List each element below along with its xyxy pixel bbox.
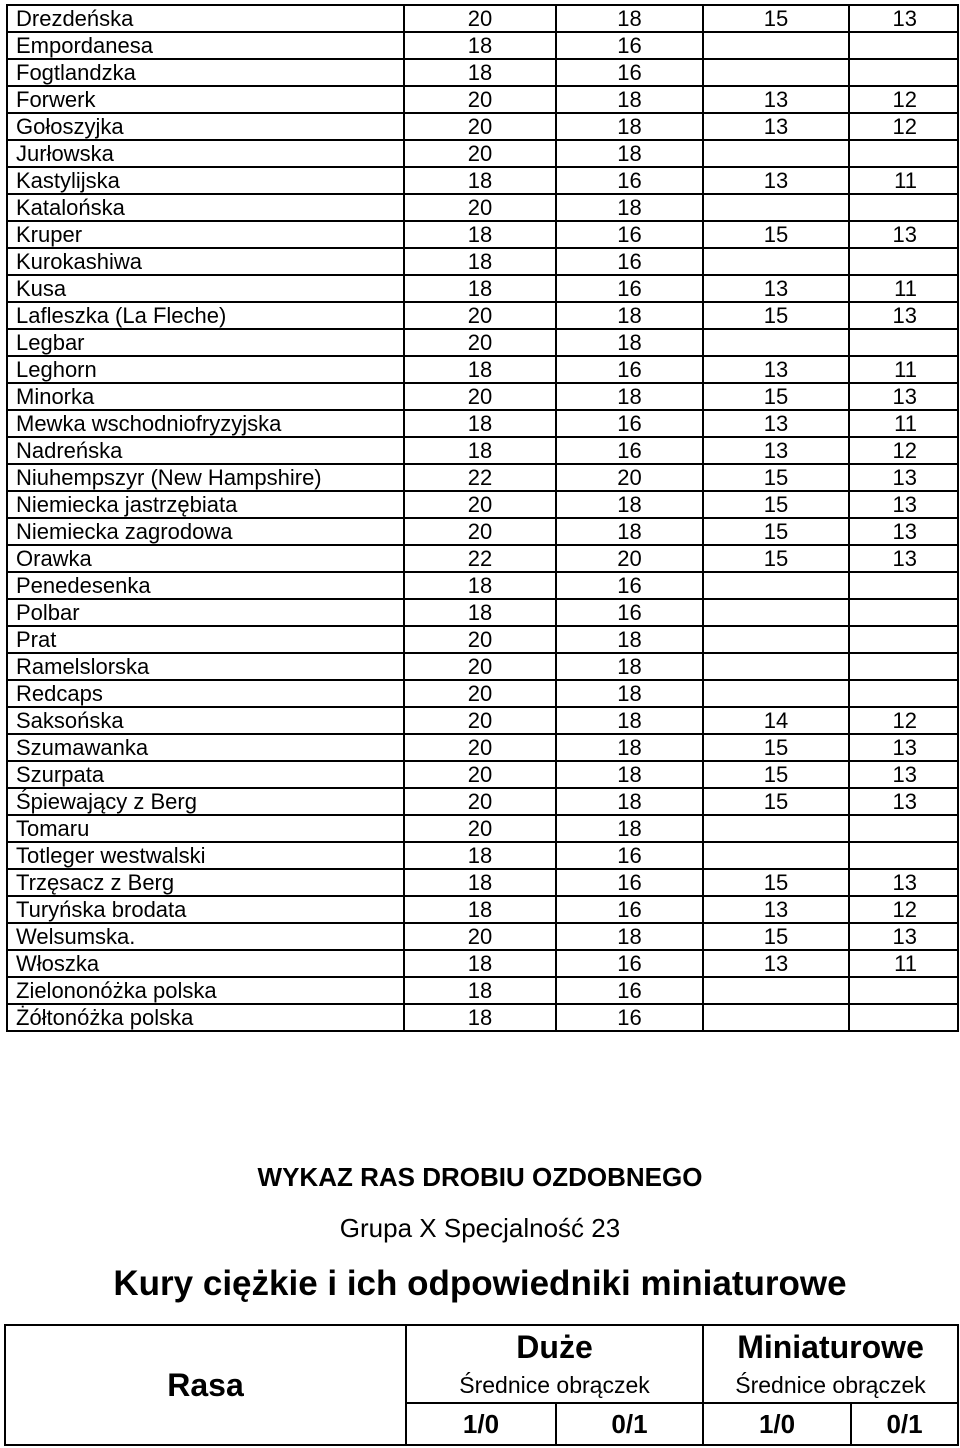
breed-name: Lafleszka (La Fleche) bbox=[7, 302, 404, 329]
ring-mini-male-cell: 13 bbox=[703, 86, 849, 113]
ring-mini-female-cell bbox=[849, 842, 958, 869]
ring-size-large-male: 1/0 bbox=[406, 1403, 556, 1445]
table-row bbox=[7, 977, 958, 1004]
ring-mini-female-cell: 12 bbox=[849, 437, 958, 464]
breed-name: Jurłowska bbox=[7, 140, 404, 167]
ring-mini-female-cell: 13 bbox=[849, 221, 958, 248]
ring-mini-male-cell bbox=[703, 626, 849, 653]
ring-large-male-cell: 20 bbox=[404, 707, 556, 734]
ring-diameter-label-miniature: Średnice obrączek bbox=[703, 1368, 958, 1403]
breed-name: Szumawanka bbox=[7, 734, 404, 761]
table-row bbox=[7, 1004, 958, 1031]
breed-name: Fogtlandzka bbox=[7, 59, 404, 86]
ring-mini-male-cell bbox=[703, 842, 849, 869]
ring-mini-male-cell bbox=[703, 194, 849, 221]
ring-mini-female-cell: 12 bbox=[849, 86, 958, 113]
table-row bbox=[7, 599, 958, 626]
ring-size-mini-male: 1/0 bbox=[703, 1403, 851, 1445]
breed-name: Redcaps bbox=[7, 680, 404, 707]
header-rasa: Rasa bbox=[5, 1325, 406, 1445]
table-row bbox=[7, 302, 958, 329]
table-row bbox=[7, 950, 958, 977]
ring-mini-female-cell: 12 bbox=[849, 113, 958, 140]
ring-large-female-cell: 16 bbox=[556, 167, 703, 194]
ring-mini-male-cell bbox=[703, 572, 849, 599]
ring-large-female-cell: 16 bbox=[556, 437, 703, 464]
ring-mini-male-cell: 13 bbox=[703, 275, 849, 302]
ring-mini-male-cell: 15 bbox=[703, 221, 849, 248]
ring-large-male-cell: 22 bbox=[404, 545, 556, 572]
breed-name: Orawka bbox=[7, 545, 404, 572]
ring-large-female-cell: 16 bbox=[556, 977, 703, 1004]
table-row bbox=[7, 32, 958, 59]
ring-large-male-cell: 18 bbox=[404, 32, 556, 59]
ring-mini-female-cell: 11 bbox=[849, 950, 958, 977]
ring-large-male-cell: 20 bbox=[404, 5, 556, 32]
ring-large-female-cell: 16 bbox=[556, 869, 703, 896]
ring-mini-male-cell bbox=[703, 140, 849, 167]
ring-large-male-cell: 18 bbox=[404, 59, 556, 86]
list-heading: WYKAZ RAS DROBIU OZDOBNEGO bbox=[257, 1162, 703, 1192]
ring-mini-male-cell bbox=[703, 248, 849, 275]
ring-large-male-cell: 20 bbox=[404, 923, 556, 950]
ring-large-female-cell: 18 bbox=[556, 86, 703, 113]
ring-large-male-cell: 20 bbox=[404, 734, 556, 761]
ring-large-female-cell: 18 bbox=[556, 680, 703, 707]
ring-large-male-cell: 20 bbox=[404, 140, 556, 167]
ring-large-female-cell: 18 bbox=[556, 788, 703, 815]
breed-name: Śpiewający z Berg bbox=[7, 788, 404, 815]
breed-name: Ramelslorska bbox=[7, 653, 404, 680]
ring-mini-male-cell bbox=[703, 32, 849, 59]
breed-name: Trzęsacz z Berg bbox=[7, 869, 404, 896]
ring-large-female-cell: 18 bbox=[556, 518, 703, 545]
ring-large-female-cell: 16 bbox=[556, 221, 703, 248]
ring-large-male-cell: 18 bbox=[404, 977, 556, 1004]
ring-mini-male-cell bbox=[703, 653, 849, 680]
table-row bbox=[7, 140, 958, 167]
ring-large-female-cell: 18 bbox=[556, 5, 703, 32]
breed-name: Empordanesa bbox=[7, 32, 404, 59]
breed-name: Niemiecka jastrzębiata bbox=[7, 491, 404, 518]
ring-large-female-cell: 16 bbox=[556, 32, 703, 59]
table-row bbox=[7, 383, 958, 410]
breed-name: Katalońska bbox=[7, 194, 404, 221]
ring-mini-male-cell bbox=[703, 599, 849, 626]
ring-large-female-cell: 16 bbox=[556, 410, 703, 437]
breeds-table-body bbox=[7, 5, 958, 1031]
ring-large-male-cell: 20 bbox=[404, 788, 556, 815]
ring-large-female-cell: 18 bbox=[556, 734, 703, 761]
breed-name: Zielononóżka polska bbox=[7, 977, 404, 1004]
table-row bbox=[7, 653, 958, 680]
breed-name: Turyńska brodata bbox=[7, 896, 404, 923]
ring-mini-female-cell bbox=[849, 653, 958, 680]
ring-mini-female-cell bbox=[849, 626, 958, 653]
ring-mini-male-cell: 13 bbox=[703, 167, 849, 194]
ring-size-large-female: 0/1 bbox=[556, 1403, 703, 1445]
ring-large-male-cell: 18 bbox=[404, 869, 556, 896]
ring-large-male-cell: 18 bbox=[404, 356, 556, 383]
ring-mini-female-cell bbox=[849, 32, 958, 59]
ring-mini-female-cell: 13 bbox=[849, 518, 958, 545]
breed-name: Niuhempszyr (New Hampshire) bbox=[7, 464, 404, 491]
ring-large-female-cell: 18 bbox=[556, 923, 703, 950]
ring-mini-male-cell: 15 bbox=[703, 383, 849, 410]
ring-large-male-cell: 20 bbox=[404, 86, 556, 113]
ring-mini-female-cell bbox=[849, 599, 958, 626]
breed-name: Włoszka bbox=[7, 950, 404, 977]
ring-large-female-cell: 16 bbox=[556, 572, 703, 599]
table-row bbox=[7, 761, 958, 788]
ring-large-male-cell: 18 bbox=[404, 842, 556, 869]
ring-mini-female-cell: 11 bbox=[849, 410, 958, 437]
ring-mini-female-cell bbox=[849, 140, 958, 167]
ring-size-mini-female: 0/1 bbox=[851, 1403, 958, 1445]
ring-large-female-cell: 16 bbox=[556, 248, 703, 275]
ring-mini-male-cell bbox=[703, 680, 849, 707]
ring-large-male-cell: 18 bbox=[404, 896, 556, 923]
ring-large-male-cell: 20 bbox=[404, 815, 556, 842]
ring-mini-female-cell: 13 bbox=[849, 545, 958, 572]
breed-name: Legbar bbox=[7, 329, 404, 356]
ring-large-male-cell: 20 bbox=[404, 383, 556, 410]
ring-mini-male-cell: 15 bbox=[703, 491, 849, 518]
table-row bbox=[7, 113, 958, 140]
table-row bbox=[7, 410, 958, 437]
ring-large-male-cell: 18 bbox=[404, 248, 556, 275]
breed-name: Kusa bbox=[7, 275, 404, 302]
ring-large-male-cell: 20 bbox=[404, 626, 556, 653]
ring-mini-female-cell bbox=[849, 194, 958, 221]
header-large: Duże bbox=[406, 1325, 703, 1368]
ring-mini-female-cell: 13 bbox=[849, 383, 958, 410]
ring-mini-male-cell: 15 bbox=[703, 545, 849, 572]
ring-mini-male-cell: 13 bbox=[703, 356, 849, 383]
ring-large-female-cell: 16 bbox=[556, 599, 703, 626]
table-row bbox=[7, 734, 958, 761]
ring-large-male-cell: 18 bbox=[404, 1004, 556, 1031]
ring-diameter-label-large: Średnice obrączek bbox=[406, 1368, 703, 1403]
breed-name: Forwerk bbox=[7, 86, 404, 113]
table-row bbox=[7, 842, 958, 869]
breed-name: Mewka wschodniofryzyjska bbox=[7, 410, 404, 437]
ring-large-female-cell: 18 bbox=[556, 383, 703, 410]
ring-mini-female-cell: 11 bbox=[849, 167, 958, 194]
column-header-table bbox=[4, 1324, 959, 1446]
breed-name: Penedesenka bbox=[7, 572, 404, 599]
ring-large-female-cell: 16 bbox=[556, 896, 703, 923]
table-row bbox=[7, 788, 958, 815]
ring-mini-male-cell bbox=[703, 1004, 849, 1031]
ring-large-female-cell: 16 bbox=[556, 356, 703, 383]
ring-mini-female-cell bbox=[849, 815, 958, 842]
ring-mini-female-cell: 13 bbox=[849, 788, 958, 815]
table-row bbox=[7, 545, 958, 572]
ring-large-female-cell: 16 bbox=[556, 950, 703, 977]
ring-mini-female-cell: 13 bbox=[849, 869, 958, 896]
breed-name: Gołoszyjka bbox=[7, 113, 404, 140]
ring-large-male-cell: 20 bbox=[404, 680, 556, 707]
ring-mini-female-cell: 11 bbox=[849, 275, 958, 302]
group-subheading: Grupa X Specjalność 23 bbox=[339, 1213, 621, 1243]
table-row bbox=[7, 707, 958, 734]
breed-name: Minorka bbox=[7, 383, 404, 410]
ring-mini-male-cell: 15 bbox=[703, 788, 849, 815]
ring-large-male-cell: 20 bbox=[404, 491, 556, 518]
page-title: Kury ciężkie i ich odpowiedniki miniaturowe bbox=[113, 1264, 847, 1303]
table-row bbox=[7, 869, 958, 896]
ring-large-male-cell: 18 bbox=[404, 437, 556, 464]
table-row bbox=[7, 194, 958, 221]
breed-name: Niemiecka zagrodowa bbox=[7, 518, 404, 545]
breed-name: Welsumska. bbox=[7, 923, 404, 950]
ring-large-female-cell: 20 bbox=[556, 464, 703, 491]
ring-large-female-cell: 18 bbox=[556, 302, 703, 329]
table-row bbox=[7, 896, 958, 923]
ring-large-male-cell: 20 bbox=[404, 302, 556, 329]
breed-name: Tomaru bbox=[7, 815, 404, 842]
ring-mini-male-cell: 14 bbox=[703, 707, 849, 734]
ring-mini-male-cell: 15 bbox=[703, 518, 849, 545]
ring-mini-male-cell bbox=[703, 329, 849, 356]
ring-large-male-cell: 20 bbox=[404, 194, 556, 221]
table-row bbox=[7, 221, 958, 248]
ring-large-male-cell: 18 bbox=[404, 599, 556, 626]
ring-large-female-cell: 18 bbox=[556, 329, 703, 356]
ring-mini-male-cell: 13 bbox=[703, 410, 849, 437]
breed-name: Drezdeńska bbox=[7, 5, 404, 32]
breed-name: Prat bbox=[7, 626, 404, 653]
ring-large-male-cell: 18 bbox=[404, 167, 556, 194]
table-row bbox=[7, 626, 958, 653]
ring-large-male-cell: 18 bbox=[404, 410, 556, 437]
ring-mini-male-cell: 13 bbox=[703, 950, 849, 977]
ring-mini-male-cell: 15 bbox=[703, 869, 849, 896]
ring-large-male-cell: 20 bbox=[404, 761, 556, 788]
ring-large-female-cell: 18 bbox=[556, 707, 703, 734]
ring-large-male-cell: 18 bbox=[404, 275, 556, 302]
ring-mini-female-cell: 13 bbox=[849, 464, 958, 491]
ring-mini-female-cell: 11 bbox=[849, 356, 958, 383]
ring-large-female-cell: 18 bbox=[556, 194, 703, 221]
ring-mini-male-cell: 15 bbox=[703, 761, 849, 788]
ring-large-female-cell: 18 bbox=[556, 653, 703, 680]
ring-large-female-cell: 16 bbox=[556, 275, 703, 302]
breed-name: Leghorn bbox=[7, 356, 404, 383]
ring-mini-female-cell bbox=[849, 680, 958, 707]
table-row bbox=[7, 329, 958, 356]
table-row bbox=[7, 248, 958, 275]
ring-large-male-cell: 22 bbox=[404, 464, 556, 491]
table-row bbox=[7, 275, 958, 302]
ring-large-male-cell: 18 bbox=[404, 221, 556, 248]
ring-mini-male-cell: 15 bbox=[703, 464, 849, 491]
table-row bbox=[7, 491, 958, 518]
ring-mini-female-cell: 13 bbox=[849, 923, 958, 950]
breed-name: Kastylijska bbox=[7, 167, 404, 194]
ring-large-female-cell: 18 bbox=[556, 815, 703, 842]
ring-large-female-cell: 18 bbox=[556, 761, 703, 788]
ring-mini-male-cell bbox=[703, 815, 849, 842]
ring-large-female-cell: 18 bbox=[556, 491, 703, 518]
breed-name: Saksońska bbox=[7, 707, 404, 734]
header-miniature: Miniaturowe bbox=[703, 1325, 958, 1368]
table-row bbox=[7, 680, 958, 707]
ring-large-female-cell: 16 bbox=[556, 842, 703, 869]
ring-large-male-cell: 20 bbox=[404, 653, 556, 680]
ring-mini-female-cell: 12 bbox=[849, 707, 958, 734]
breed-name: Kurokashiwa bbox=[7, 248, 404, 275]
ring-mini-female-cell: 13 bbox=[849, 761, 958, 788]
ring-large-male-cell: 20 bbox=[404, 113, 556, 140]
table-row bbox=[7, 815, 958, 842]
ring-large-female-cell: 18 bbox=[556, 113, 703, 140]
ring-mini-female-cell: 13 bbox=[849, 302, 958, 329]
table-row bbox=[7, 437, 958, 464]
ring-mini-male-cell bbox=[703, 59, 849, 86]
ring-mini-female-cell: 12 bbox=[849, 896, 958, 923]
ring-large-female-cell: 18 bbox=[556, 140, 703, 167]
breed-name: Szurpata bbox=[7, 761, 404, 788]
ring-mini-female-cell bbox=[849, 572, 958, 599]
ring-large-male-cell: 20 bbox=[404, 329, 556, 356]
breed-name: Polbar bbox=[7, 599, 404, 626]
ring-mini-female-cell bbox=[849, 1004, 958, 1031]
ring-mini-female-cell bbox=[849, 248, 958, 275]
table-row bbox=[7, 86, 958, 113]
table-row bbox=[7, 356, 958, 383]
ring-mini-female-cell bbox=[849, 59, 958, 86]
table-row bbox=[7, 167, 958, 194]
ring-mini-male-cell: 15 bbox=[703, 5, 849, 32]
table-row bbox=[7, 923, 958, 950]
ring-mini-female-cell bbox=[849, 977, 958, 1004]
breeds-table bbox=[6, 4, 959, 1032]
ring-large-male-cell: 20 bbox=[404, 518, 556, 545]
breed-name: Żółtonóżka polska bbox=[7, 1004, 404, 1031]
table-row bbox=[7, 518, 958, 545]
ring-large-male-cell: 18 bbox=[404, 950, 556, 977]
table-row bbox=[7, 572, 958, 599]
ring-large-female-cell: 16 bbox=[556, 59, 703, 86]
ring-mini-female-cell: 13 bbox=[849, 734, 958, 761]
ring-mini-male-cell: 13 bbox=[703, 896, 849, 923]
ring-mini-male-cell bbox=[703, 977, 849, 1004]
breed-name: Nadreńska bbox=[7, 437, 404, 464]
ring-large-female-cell: 16 bbox=[556, 1004, 703, 1031]
ring-mini-female-cell: 13 bbox=[849, 491, 958, 518]
ring-large-male-cell: 18 bbox=[404, 572, 556, 599]
ring-mini-female-cell: 13 bbox=[849, 5, 958, 32]
ring-large-female-cell: 18 bbox=[556, 626, 703, 653]
breed-name: Totleger westwalski bbox=[7, 842, 404, 869]
ring-mini-male-cell: 13 bbox=[703, 113, 849, 140]
ring-mini-male-cell: 15 bbox=[703, 923, 849, 950]
breed-name: Kruper bbox=[7, 221, 404, 248]
ring-large-female-cell: 20 bbox=[556, 545, 703, 572]
ring-mini-male-cell: 15 bbox=[703, 734, 849, 761]
ring-mini-female-cell bbox=[849, 329, 958, 356]
ring-mini-male-cell: 13 bbox=[703, 437, 849, 464]
ring-mini-male-cell: 15 bbox=[703, 302, 849, 329]
table-row bbox=[7, 464, 958, 491]
table-row bbox=[7, 59, 958, 86]
table-row bbox=[7, 5, 958, 32]
